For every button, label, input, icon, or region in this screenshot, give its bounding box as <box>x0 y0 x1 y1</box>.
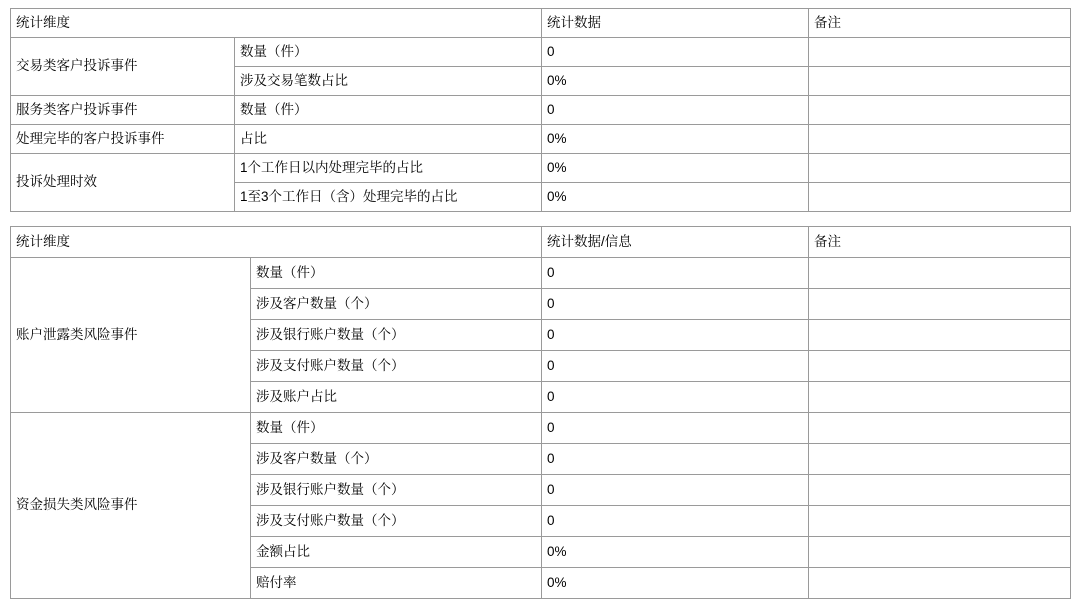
table-row <box>11 258 1071 289</box>
row-subdimension: 数量（件） <box>251 258 542 289</box>
row-note <box>809 125 1071 154</box>
row-note <box>809 382 1071 413</box>
row-note <box>809 537 1071 568</box>
row-subdimension: 1至3个工作日（含）处理完毕的占比 <box>235 183 542 212</box>
row-value: 0 <box>542 444 809 475</box>
row-note <box>809 258 1071 289</box>
table-row <box>11 96 1071 125</box>
row-value: 0% <box>542 183 809 212</box>
row-note <box>809 568 1071 599</box>
row-dimension: 处理完毕的客户投诉事件 <box>11 125 235 154</box>
complaint-statistics-table <box>10 8 1071 212</box>
row-note <box>809 320 1071 351</box>
row-subdimension: 涉及客户数量（个） <box>251 289 542 320</box>
row-value: 0% <box>542 537 809 568</box>
row-subdimension: 占比 <box>235 125 542 154</box>
row-dimension: 投诉处理时效 <box>11 154 235 212</box>
row-subdimension: 涉及支付账户数量（个） <box>251 351 542 382</box>
risk-event-statistics-table <box>10 226 1071 599</box>
row-value: 0% <box>542 568 809 599</box>
row-value: 0 <box>542 289 809 320</box>
row-subdimension: 1个工作日以内处理完毕的占比 <box>235 154 542 183</box>
row-value: 0 <box>542 320 809 351</box>
row-subdimension: 数量（件） <box>251 413 542 444</box>
row-note <box>809 96 1071 125</box>
row-value: 0 <box>542 506 809 537</box>
row-value: 0 <box>542 351 809 382</box>
row-subdimension: 赔付率 <box>251 568 542 599</box>
row-subdimension: 涉及银行账户数量（个） <box>251 475 542 506</box>
row-value: 0% <box>542 125 809 154</box>
row-value: 0 <box>542 413 809 444</box>
row-note <box>809 183 1071 212</box>
column-header-value: 统计数据 <box>542 9 809 38</box>
row-note <box>809 351 1071 382</box>
row-note <box>809 67 1071 96</box>
row-value: 0% <box>542 67 809 96</box>
row-value: 0% <box>542 154 809 183</box>
row-value: 0 <box>542 96 809 125</box>
row-subdimension: 涉及账户占比 <box>251 382 542 413</box>
table-row <box>11 154 1071 183</box>
column-header-note: 备注 <box>809 227 1071 258</box>
column-header-dimension: 统计维度 <box>11 9 542 38</box>
table-row <box>11 38 1071 67</box>
row-dimension: 账户泄露类风险事件 <box>11 258 251 413</box>
row-subdimension: 涉及客户数量（个） <box>251 444 542 475</box>
row-subdimension: 数量（件） <box>235 96 542 125</box>
row-value: 0 <box>542 38 809 67</box>
row-value: 0 <box>542 382 809 413</box>
row-note <box>809 289 1071 320</box>
column-header-dimension: 统计维度 <box>11 227 542 258</box>
row-value: 0 <box>542 475 809 506</box>
row-note <box>809 154 1071 183</box>
row-dimension: 交易类客户投诉事件 <box>11 38 235 96</box>
row-note <box>809 413 1071 444</box>
row-note <box>809 444 1071 475</box>
table-header-row <box>11 9 1071 38</box>
table-header-row <box>11 227 1071 258</box>
row-value: 0 <box>542 258 809 289</box>
row-subdimension: 涉及交易笔数占比 <box>235 67 542 96</box>
table-row <box>11 413 1071 444</box>
row-subdimension: 数量（件） <box>235 38 542 67</box>
column-header-value: 统计数据/信息 <box>542 227 809 258</box>
row-subdimension: 涉及银行账户数量（个） <box>251 320 542 351</box>
row-note <box>809 506 1071 537</box>
row-dimension: 资金损失类风险事件 <box>11 413 251 599</box>
column-header-note: 备注 <box>809 9 1071 38</box>
table-row <box>11 125 1071 154</box>
row-subdimension: 金额占比 <box>251 537 542 568</box>
row-subdimension: 涉及支付账户数量（个） <box>251 506 542 537</box>
row-note <box>809 475 1071 506</box>
row-note <box>809 38 1071 67</box>
row-dimension: 服务类客户投诉事件 <box>11 96 235 125</box>
table-separator <box>10 212 1070 226</box>
